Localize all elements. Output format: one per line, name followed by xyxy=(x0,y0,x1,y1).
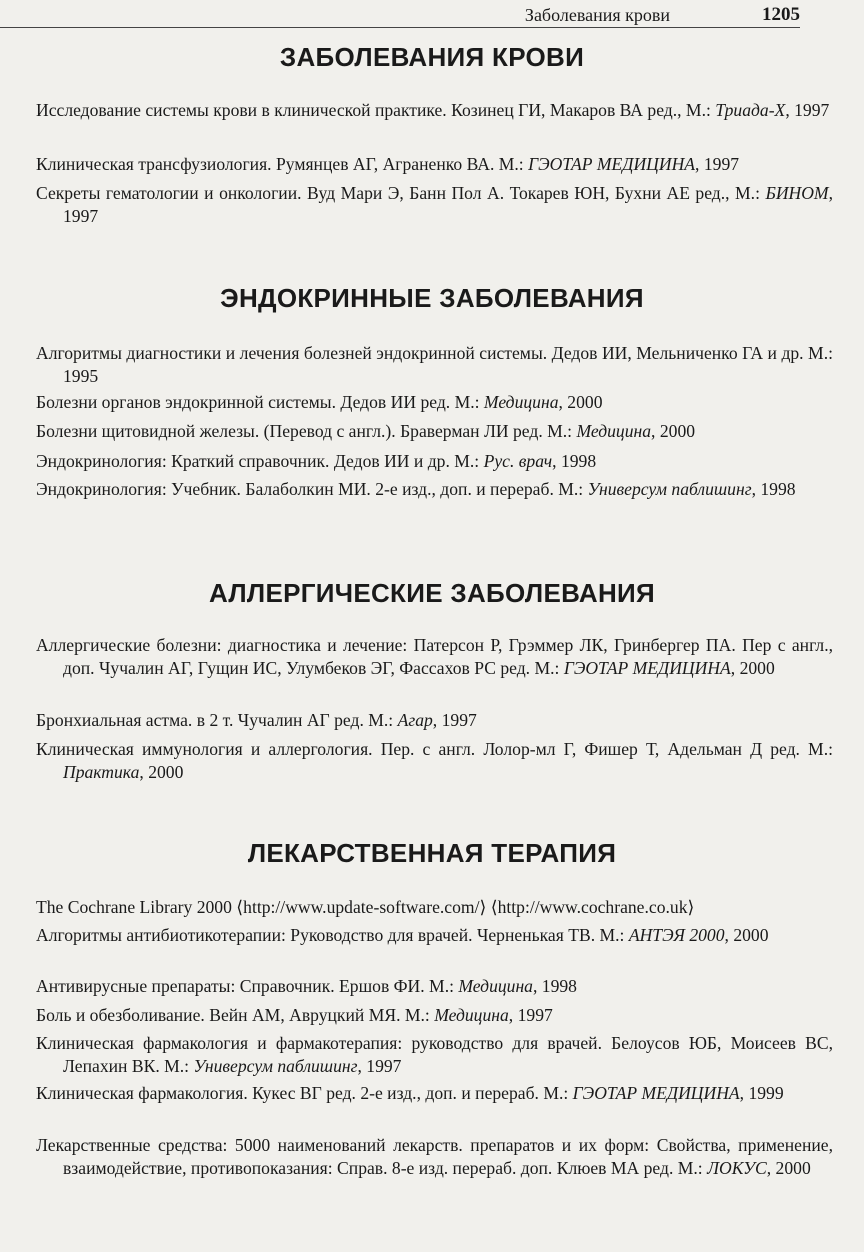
bibliography-entry: Лекарственные средства: 5000 наименований лекарств. препаратов и их форм: Свойства, применение, взаимодействие, противопоказания: Справ. 8-е изд. перераб. доп. Клюев МА ред. М.: ЛОКУС, 2000 xyxy=(36,1135,833,1178)
bibliography-entry: Клиническая фармакология и фармакотерапия: руководство для врачей. Белоусов ЮБ, Моисеев ВС, Лепахин ВК. М.: Универсум паблишинг, 1997 xyxy=(36,1033,833,1076)
bibliography-entry: The Cochrane Library 2000 ⟨http://www.update-software.com/⟩ ⟨http://www.cochrane.co.uk⟩ xyxy=(36,897,695,917)
bibliography-entry: Боль и обезболивание. Вейн АМ, Авруцкий МЯ. М.: Медицина, 1997 xyxy=(36,1005,553,1025)
section-title-allergic-diseases: АЛЛЕРГИЧЕСКИЕ ЗАБОЛЕВАНИЯ xyxy=(208,578,656,608)
bibliography-entry: Клиническая трансфузиология. Румянцев АГ, Аграненко ВА. М.: ГЭОТАР МЕДИЦИНА, 1997 xyxy=(36,154,740,174)
bibliography-entry: Клиническая иммунология и аллергология. Пер. с англ. Лолор-мл Г, Фишер Т, Адельман Д ред. М.: Практика, 2000 xyxy=(36,739,833,782)
bibliography-entry: Алгоритмы антибиотикотерапии: Руководство для врачей. Черненькая ТВ. М.: АНТЭЯ 2000, 2000 xyxy=(36,925,769,945)
bibliography-entry: Клиническая фармакология. Кукес ВГ ред. 2-е изд., доп. и перераб. М.: ГЭОТАР МЕДИЦИНА, 1999 xyxy=(36,1083,784,1103)
bibliography-entry: Болезни органов эндокринной системы. Дедов ИИ ред. М.: Медицина, 2000 xyxy=(36,392,603,412)
bibliography-entry: Алгоритмы диагностики и лечения болезней эндокринной системы. Дедов ИИ, Мельниченко ГА и др. М.: 1995 xyxy=(36,343,833,386)
section-title-endocrine-diseases: ЭНДОКРИННЫЕ ЗАБОЛЕВАНИЯ xyxy=(220,283,644,313)
bibliography-entry: Антивирусные препараты: Справочник. Ершов ФИ. М.: Медицина, 1998 xyxy=(36,976,577,996)
bibliography-entry: Аллергические болезни: диагностика и лечение: Патерсон Р, Грэммер ЛК, Гринбергер ПА. Пер с англ., доп. Чучалин АГ, Гущин ИС, Улумбеков ЭГ, Фассахов РС ред. М.: ГЭОТАР МЕДИЦИНА, 2000 xyxy=(36,635,833,678)
page-number: 1205 xyxy=(762,4,800,25)
bibliography-entry: Эндокринология: Краткий справочник. Дедов ИИ и др. М.: Рус. врач, 1998 xyxy=(36,451,597,471)
bibliography-entry: Исследование системы крови в клинической практике. Козинец ГИ, Макаров ВА ред., М.: Триада-Х, 1997 xyxy=(36,100,830,120)
bibliography-entry: Бронхиальная астма. в 2 т. Чучалин АГ ред. М.: Агар, 1997 xyxy=(36,710,477,730)
section-title-drug-therapy: ЛЕКАРСТВЕННАЯ ТЕРАПИЯ xyxy=(247,838,617,868)
section-title-blood-diseases: ЗАБОЛЕВАНИЯ КРОВИ xyxy=(279,42,585,72)
bibliography-entry: Секреты гематологии и онкологии. Вуд Мари Э, Банн Пол А. Токарев ЮН, Бухни АЕ ред., М.: БИНОМ, 1997 xyxy=(36,183,833,226)
bibliography-entry: Эндокринология: Учебник. Балаболкин МИ. 2-е изд., доп. и перераб. М.: Универсум паблишинг, 1998 xyxy=(36,479,796,499)
running-title: Заболевания крови xyxy=(524,5,670,25)
bibliography-entry: Болезни щитовидной железы. (Перевод с англ.). Браверман ЛИ ред. М.: Медицина, 2000 xyxy=(36,421,696,441)
running-header xyxy=(0,3,800,28)
